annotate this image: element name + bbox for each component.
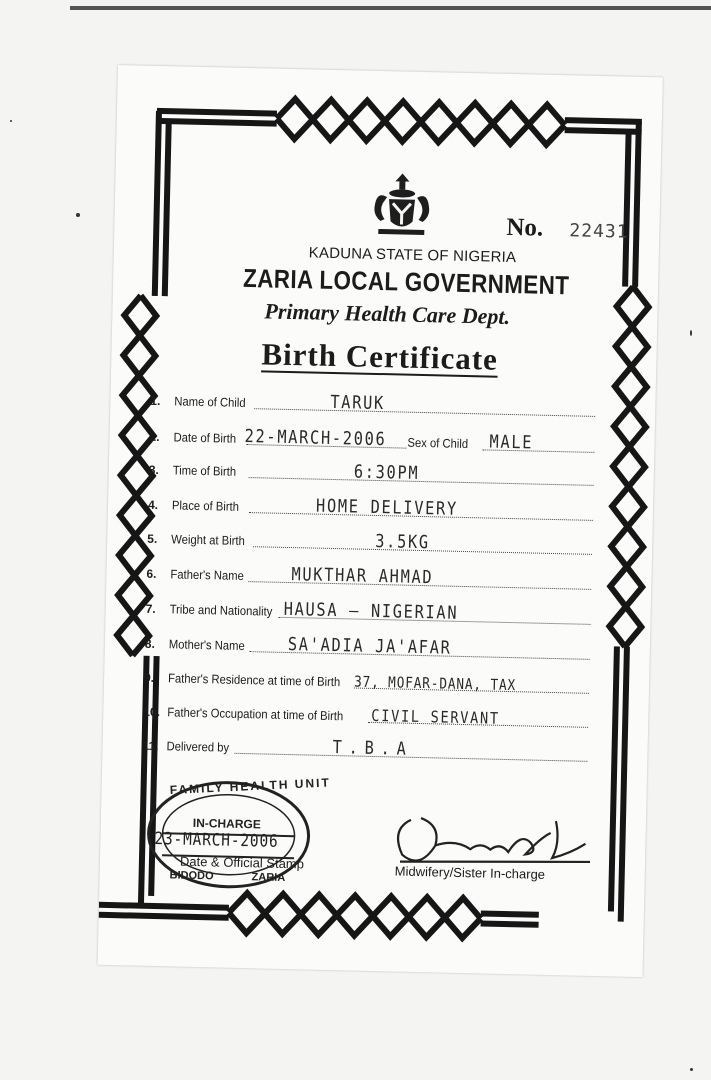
field-number: 6. [146,566,157,582]
field-value-sex-of-child: MALE [489,431,534,454]
field-value: 3.5KG [375,530,431,554]
field-number: 11. [142,738,159,754]
field-number: 3. [148,462,159,478]
field-value: SA'ADIA JA'AFAR [287,634,452,659]
scan-speck [690,330,692,336]
field-label: Weight at Birth [171,532,245,548]
field-number: 5. [147,531,158,547]
field-label: Father's Occupation at time of Birth [167,705,344,724]
stamp-location-right: ZARIA [251,871,286,885]
scan-edge-line [70,6,711,10]
field-label: Mother's Name [168,637,245,654]
field-value: TARUK [330,391,386,415]
field-label: Time of Birth [172,463,237,479]
field-value: T.B.A [332,737,413,760]
field-label: Tribe and Nationality [169,602,273,619]
certificate-number-value: 22431 [569,220,629,243]
field-number: 2. [149,429,160,445]
field-label: Place of Birth [171,498,240,514]
field-value: HAUSA — NIGERIAN [283,598,459,624]
field-label: Date of Birth [173,430,237,446]
scan-speck [690,1068,693,1071]
field-value: MUKTHAR AHMAD [291,564,434,589]
stamp-date: 23-MARCH-2006 [154,829,279,852]
nigeria-coat-of-arms-icon [364,169,440,243]
field-value: HOME DELIVERY [315,495,459,520]
midwife-label: Midwifery/Sister In-charge [394,863,546,882]
field-value: 37, MOFAR-DANA, TAX [353,672,517,695]
stamp-top-arc: FAMILY HEALTH UNIT [169,775,332,797]
field-value: 22-MARCH-2006 [244,425,387,451]
department-heading: Primary Health Care Dept. [264,298,511,329]
certificate-number-label: No. [506,213,544,242]
field-number: 7. [145,601,156,616]
field-label: Father's Name [170,567,245,583]
field-value: CIVIL SERVANT [371,705,501,728]
field-label-sex-of-child: Sex of Child [407,435,469,452]
stamp-location-left: BIDODO [169,869,214,883]
scan-speck [76,213,80,217]
field-label: Delivered by [166,739,230,755]
field-value: 6:30PM [353,461,420,484]
stamp-date-official-label: Date & Official Stamp [179,853,305,872]
birth-certificate [98,65,663,977]
field-number: 4. [147,497,159,513]
field-label: Name of Child [174,394,246,410]
field-number: 10. [143,704,161,720]
field-number: 1. [150,393,161,409]
stamp-role: IN-CHARGE [192,815,261,832]
state-heading: KADUNA STATE OF NIGERIA [308,244,517,267]
local-government-heading: ZARIA LOCAL GOVERNMENT [242,262,570,301]
scan-speck [10,120,12,122]
certificate-title: Birth Certificate [261,336,499,377]
field-label: Father's Residence at time of Birth [167,671,341,690]
official-stamp [139,771,332,895]
field-number: 9. [143,670,155,685]
field-number: 8. [144,636,156,651]
midwife-signature [380,799,602,874]
